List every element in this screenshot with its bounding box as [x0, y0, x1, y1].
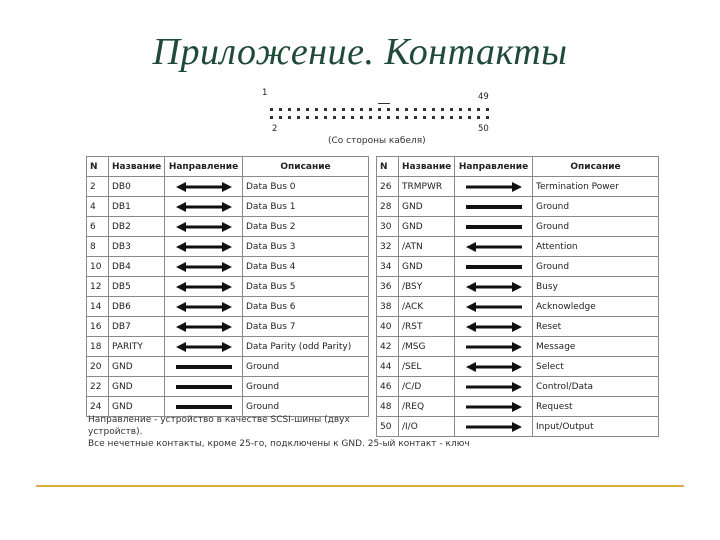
signal-name: GND	[399, 257, 455, 277]
connector-pin	[396, 116, 399, 119]
signal-description: Termination Power	[533, 177, 659, 197]
signal-name: /ATN	[399, 237, 455, 257]
direction-arrow	[455, 297, 533, 317]
signal-name: GND	[399, 197, 455, 217]
connector-pin	[288, 108, 291, 111]
pin-number: 14	[87, 297, 109, 317]
direction-both-icon	[168, 342, 239, 352]
signal-name: PARITY	[109, 337, 165, 357]
direction-arrow	[455, 337, 533, 357]
direction-both-icon	[168, 182, 239, 192]
direction-both-icon	[168, 222, 239, 232]
direction-arrow	[165, 217, 243, 237]
direction-arrow	[165, 277, 243, 297]
connector-pin	[450, 108, 453, 111]
connector-caption: (Со стороны кабеля)	[328, 136, 426, 146]
signal-description: Input/Output	[533, 417, 659, 437]
pin-table-left	[86, 156, 369, 417]
pin-label-top-right: 49	[478, 92, 489, 102]
connector-pin	[360, 116, 363, 119]
connector-pin	[324, 108, 327, 111]
direction-arrow	[165, 297, 243, 317]
pin-number: 50	[377, 417, 399, 437]
signal-description: Request	[533, 397, 659, 417]
connector-pin	[441, 116, 444, 119]
pin-number: 12	[87, 277, 109, 297]
connector-pin	[432, 116, 435, 119]
signal-name: DB3	[109, 237, 165, 257]
table-row	[87, 377, 369, 397]
connector-pin	[270, 116, 273, 119]
signal-description: Busy	[533, 277, 659, 297]
signal-description: Ground	[243, 357, 369, 377]
direction-arrow	[455, 237, 533, 257]
signal-name: DB0	[109, 177, 165, 197]
pin-number: 16	[87, 317, 109, 337]
direction-both-icon	[458, 322, 529, 332]
connector-pin	[423, 108, 426, 111]
connector-pin	[486, 116, 489, 119]
direction-arrow	[165, 197, 243, 217]
note-line-1: Направление - устройство в качестве SCSI-шины (двух	[88, 415, 350, 425]
signal-description: Ground	[243, 377, 369, 397]
direction-right-icon	[458, 382, 529, 392]
pin-number: 18	[87, 337, 109, 357]
signal-name: /MSG	[399, 337, 455, 357]
pin-number: 24	[87, 397, 109, 417]
pin-number: 4	[87, 197, 109, 217]
connector-pin	[378, 116, 381, 119]
direction-none-icon	[168, 362, 239, 372]
pin-number: 2	[87, 177, 109, 197]
connector-pin	[279, 116, 282, 119]
pin-number: 6	[87, 217, 109, 237]
direction-none-icon	[168, 402, 239, 412]
pin-number: 36	[377, 277, 399, 297]
table-row	[377, 297, 659, 317]
footer-divider	[36, 485, 684, 487]
signal-description: Attention	[533, 237, 659, 257]
signal-name: DB6	[109, 297, 165, 317]
note-line-3: Все нечетные контакты, кроме 25-го, подключены к GND. 25-ый контакт - ключ	[88, 439, 470, 449]
slide-title: Приложение. Контакты	[152, 31, 568, 73]
connector-pin	[486, 108, 489, 111]
table-row	[377, 277, 659, 297]
connector-pin	[405, 108, 408, 111]
direction-arrow	[455, 177, 533, 197]
direction-left-icon	[458, 242, 529, 252]
direction-arrow	[455, 277, 533, 297]
signal-name: GND	[109, 397, 165, 417]
connector-pin	[297, 108, 300, 111]
pin-number: 28	[377, 197, 399, 217]
pin-label-bottom-left: 2	[272, 124, 278, 134]
connector-pin	[378, 108, 381, 111]
connector-pin	[423, 116, 426, 119]
direction-arrow	[455, 317, 533, 337]
table-row	[377, 357, 659, 377]
table-row	[377, 197, 659, 217]
connector-pin	[450, 116, 453, 119]
pin-number: 30	[377, 217, 399, 237]
pin-label-top-left: 1	[262, 88, 268, 98]
pin-number: 44	[377, 357, 399, 377]
table-row	[87, 277, 369, 297]
table-header-row	[377, 157, 659, 177]
signal-description: Data Bus 4	[243, 257, 369, 277]
direction-arrow	[165, 237, 243, 257]
table-header-row	[87, 157, 369, 177]
signal-name: DB7	[109, 317, 165, 337]
pin-number: 26	[377, 177, 399, 197]
signal-description: Acknowledge	[533, 297, 659, 317]
direction-arrow	[165, 377, 243, 397]
connector-pin	[324, 116, 327, 119]
signal-name: /SEL	[399, 357, 455, 377]
table-row	[87, 177, 369, 197]
signal-description: Control/Data	[533, 377, 659, 397]
connector-pin	[414, 116, 417, 119]
header-name: Название	[399, 157, 455, 177]
direction-both-icon	[168, 202, 239, 212]
table-row	[87, 257, 369, 277]
connector-pin	[279, 108, 282, 111]
direction-arrow	[455, 217, 533, 237]
signal-name: GND	[109, 377, 165, 397]
direction-none-icon	[168, 382, 239, 392]
signal-description: Data Bus 2	[243, 217, 369, 237]
connector-pin	[477, 116, 480, 119]
connector-pin	[369, 116, 372, 119]
table-row	[87, 297, 369, 317]
signal-name: DB5	[109, 277, 165, 297]
connector-pin	[351, 116, 354, 119]
direction-none-icon	[458, 202, 529, 212]
direction-both-icon	[458, 362, 529, 372]
table-row	[377, 177, 659, 197]
table-row	[87, 317, 369, 337]
table-row	[377, 377, 659, 397]
signal-description: Message	[533, 337, 659, 357]
header-name: Название	[109, 157, 165, 177]
signal-name: /ACK	[399, 297, 455, 317]
connector-pin	[459, 116, 462, 119]
signal-name: TRMPWR	[399, 177, 455, 197]
signal-name: DB4	[109, 257, 165, 277]
connector-pin	[351, 108, 354, 111]
signal-name: DB2	[109, 217, 165, 237]
table-row	[87, 357, 369, 377]
connector-pin	[288, 116, 291, 119]
table-row	[377, 257, 659, 277]
connector-pin	[342, 108, 345, 111]
connector-pin	[306, 116, 309, 119]
connector-pin	[297, 116, 300, 119]
pin-table-right	[376, 156, 659, 437]
direction-arrow	[165, 357, 243, 377]
connector-pin	[387, 116, 390, 119]
pin-number: 8	[87, 237, 109, 257]
header-n: N	[377, 157, 399, 177]
direction-arrow	[455, 257, 533, 277]
direction-arrow	[165, 177, 243, 197]
direction-both-icon	[168, 242, 239, 252]
pin-number: 38	[377, 297, 399, 317]
direction-arrow	[165, 317, 243, 337]
pin-number: 22	[87, 377, 109, 397]
direction-both-icon	[168, 262, 239, 272]
connector-pin	[315, 116, 318, 119]
signal-description: Ground	[533, 217, 659, 237]
signal-description: Ground	[533, 257, 659, 277]
connector-pin	[342, 116, 345, 119]
pin-number: 42	[377, 337, 399, 357]
signal-description: Data Bus 5	[243, 277, 369, 297]
direction-both-icon	[168, 322, 239, 332]
connector-pin	[432, 108, 435, 111]
direction-both-icon	[458, 282, 529, 292]
signal-name: /BSY	[399, 277, 455, 297]
signal-name: /RST	[399, 317, 455, 337]
connector-pin	[270, 108, 273, 111]
connector-pin	[306, 108, 309, 111]
table-row	[377, 337, 659, 357]
table-row	[87, 197, 369, 217]
direction-left-icon	[458, 302, 529, 312]
signal-name: /I/O	[399, 417, 455, 437]
connector-pin	[360, 108, 363, 111]
table-row	[87, 237, 369, 257]
direction-none-icon	[458, 222, 529, 232]
signal-description: Reset	[533, 317, 659, 337]
direction-none-icon	[458, 262, 529, 272]
connector-pin	[414, 108, 417, 111]
direction-arrow	[165, 257, 243, 277]
table-row	[377, 237, 659, 257]
table-row	[377, 317, 659, 337]
pin-number: 48	[377, 397, 399, 417]
connector-pin	[459, 108, 462, 111]
direction-arrow	[165, 337, 243, 357]
header-description: Описание	[243, 157, 369, 177]
connector-key	[378, 103, 390, 104]
pin-number: 32	[377, 237, 399, 257]
signal-name: GND	[109, 357, 165, 377]
connector-diagram	[260, 84, 500, 148]
signal-description: Data Bus 6	[243, 297, 369, 317]
connector-pin	[333, 116, 336, 119]
connector-pin	[405, 116, 408, 119]
pin-number: 20	[87, 357, 109, 377]
pin-number: 46	[377, 377, 399, 397]
header-direction: Направление	[455, 157, 533, 177]
direction-both-icon	[168, 282, 239, 292]
direction-arrow	[455, 197, 533, 217]
table-row	[377, 217, 659, 237]
direction-right-icon	[458, 402, 529, 412]
pin-number: 10	[87, 257, 109, 277]
note-line-2: устройств).	[88, 427, 143, 437]
connector-pin	[441, 108, 444, 111]
signal-description: Data Bus 7	[243, 317, 369, 337]
signal-name: /C/D	[399, 377, 455, 397]
direction-arrow	[455, 377, 533, 397]
header-direction: Направление	[165, 157, 243, 177]
table-row	[87, 337, 369, 357]
connector-pin	[468, 108, 471, 111]
signal-description: Ground	[533, 197, 659, 217]
connector-pin	[333, 108, 336, 111]
notes	[88, 414, 488, 450]
connector-pin	[387, 108, 390, 111]
signal-description: Data Parity (odd Parity)	[243, 337, 369, 357]
signal-name: GND	[399, 217, 455, 237]
signal-name: DB1	[109, 197, 165, 217]
direction-right-icon	[458, 182, 529, 192]
connector-pin	[396, 108, 399, 111]
signal-description: Data Bus 1	[243, 197, 369, 217]
direction-right-icon	[458, 342, 529, 352]
signal-description: Ground	[243, 397, 369, 417]
header-n: N	[87, 157, 109, 177]
pin-label-bottom-right: 50	[478, 124, 489, 134]
pin-number: 34	[377, 257, 399, 277]
signal-description: Data Bus 3	[243, 237, 369, 257]
connector-pin	[477, 108, 480, 111]
pin-number: 40	[377, 317, 399, 337]
signal-description: Select	[533, 357, 659, 377]
signal-name: /REQ	[399, 397, 455, 417]
signal-description: Data Bus 0	[243, 177, 369, 197]
connector-pin	[315, 108, 318, 111]
direction-both-icon	[168, 302, 239, 312]
connector-pin	[369, 108, 372, 111]
direction-arrow	[455, 357, 533, 377]
table-row	[87, 217, 369, 237]
header-description: Описание	[533, 157, 659, 177]
connector-pin	[468, 116, 471, 119]
